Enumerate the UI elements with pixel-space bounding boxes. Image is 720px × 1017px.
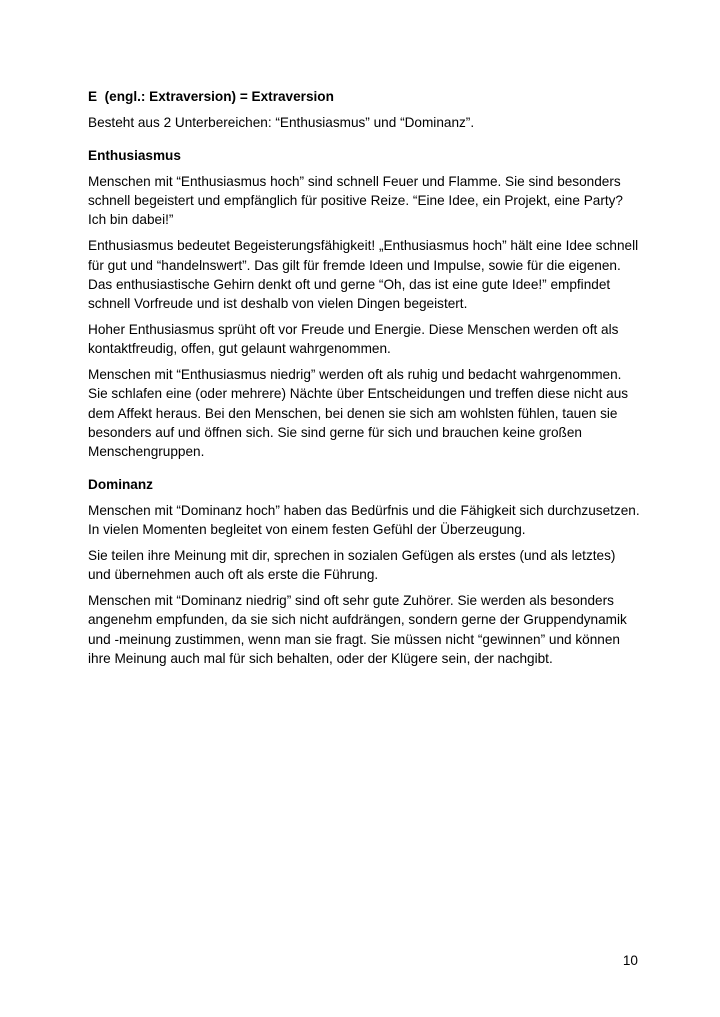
section-heading-enthusiasmus: Enthusiasmus — [88, 147, 181, 163]
paragraph: Enthusiasmus bedeutet Begeisterungsfähigkeit! „Enthusiasmus hoch” hält eine Idee schnell für gut und “handelnswert”. Das gilt für fremde Ideen und Impulse, sowie für die eigenen. Das enthusiastische Gehirn denkt oft und gerne “Oh, das ist eine gute Idee!” empfindet schnell Vorfreude und ist deshalb von vielen Dingen begeistert. — [88, 238, 642, 312]
paragraph: Hoher Enthusiasmus sprüht oft vor Freude und Energie. Diese Menschen werden oft als kontaktfreudig, offen, gut gelaunt wahrgenommen. — [88, 321, 623, 357]
paragraph: Sie teilen ihre Meinung mit dir, sprechen in sozialen Gefügen als erstes (und als letztes) und übernehmen auch oft als erste die Führung. — [88, 547, 620, 583]
section-dominanz — [88, 475, 644, 669]
page-number: 10 — [622, 953, 638, 968]
paragraph: Menschen mit “Enthusiasmus hoch” sind schnell Feuer und Flamme. Sie sind besonders schnell begeistert und empfänglich für positive Reize. “Eine Idee, ein Projekt, eine Party? Ich bin dabei!” — [88, 173, 627, 228]
paragraph: Menschen mit “Enthusiasmus niedrig” werden oft als ruhig und bedacht wahrgenommen. Sie schlafen eine (oder mehrere) Nächte über Entscheidungen und treffen diese nicht aus dem Affekt heraus. Bei den Menschen, bei denen sie sich am wohlsten fühlen, tauen sie besonders auf und öffnen sich. Sie sind gerne für sich und brauchen keine großen Menschengruppen. — [88, 367, 632, 460]
section-enthusiasmus — [88, 146, 640, 462]
page-content — [88, 87, 644, 675]
document-title: E (engl.: Extraversion) = Extraversion — [88, 89, 334, 104]
intro-paragraph: Besteht aus 2 Unterbereichen: “Enthusiasmus” und “Dominanz”. — [88, 115, 475, 131]
section-heading-dominanz: Dominanz — [88, 476, 153, 492]
paragraph: Menschen mit “Dominanz hoch” haben das Bedürfnis und die Fähigkeit sich durchzusetzen. In vielen Momenten begleitet von einem festen Gefühl der Überzeugung. — [88, 502, 644, 538]
paragraph: Menschen mit “Dominanz niedrig” sind oft sehr gute Zuhörer. Sie werden als besonders angenehm empfunden, da sie sich nicht aufdrängen, sondern gerne der Gruppendynamik und -meinung zustimmen, wenn man sie fragt. Sie müssen nicht “gewinnen” und können ihre Meinung auch mal für sich behalten, oder der Klügere sein, der nachgibt. — [88, 593, 631, 666]
